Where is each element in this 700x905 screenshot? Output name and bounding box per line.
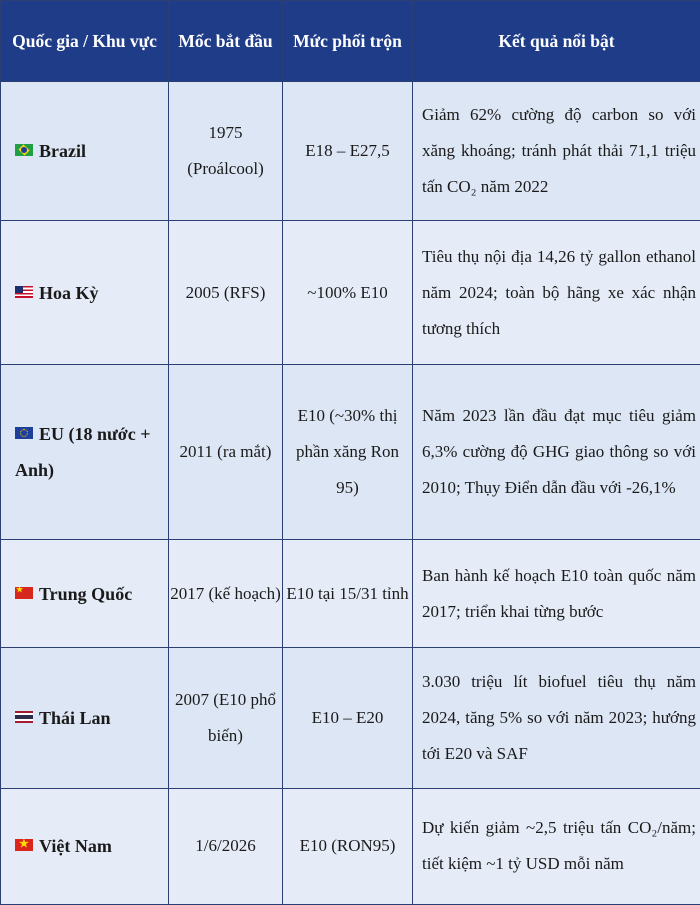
result-cell: Ban hành kế hoạch E10 toàn quốc năm 2017; triển khai từng bước [413,540,700,648]
result-cell: 3.030 triệu lít biofuel tiêu thụ năm 2024, tăng 5% so với năm 2023; hướng tới E20 và SAF [413,648,700,788]
country-cell [1,364,169,539]
china-flag-icon [15,587,33,599]
country-name: Việt Nam [39,836,112,857]
usa-flag-icon [15,286,33,298]
country-name: EU (18 nước + Anh) [15,423,151,480]
country-cell [1,648,169,788]
country-name: Hoa Kỳ [39,282,99,303]
start-cell: 1975 (Proálcool) [169,82,283,221]
brazil-flag-icon [15,144,33,156]
header-start: Mốc bắt đầu [169,1,283,82]
header-country: Quốc gia / Khu vực [1,1,169,82]
table-row [1,788,700,904]
start-cell: 2017 (kế hoạch) [169,540,283,648]
blend-cell: E10 (RON95) [283,788,413,904]
blend-cell: E10 – E20 [283,648,413,788]
header-result: Kết quả nổi bật [413,1,700,82]
blend-cell: E10 tại 15/31 tỉnh [283,540,413,648]
start-cell: 2007 (E10 phổ biến) [169,648,283,788]
header-blend: Mức phối trộn [283,1,413,82]
result-cell: Tiêu thụ nội địa 14,26 tỷ gallon ethanol năm 2024; toàn bộ hãng xe xác nhận tương thích [413,221,700,364]
table-row [1,221,700,364]
country-cell [1,221,169,364]
table-row [1,540,700,648]
blend-cell: ~100% E10 [283,221,413,364]
country-cell [1,82,169,221]
table-row [1,648,700,788]
eu-flag-icon [15,427,33,439]
start-cell: 2005 (RFS) [169,221,283,364]
table-header-row [1,1,700,82]
country-cell [1,540,169,648]
table-row [1,364,700,539]
country-cell [1,788,169,904]
thailand-flag-icon [15,711,33,723]
blend-cell: E10 (~30% thị phần xăng Ron 95) [283,364,413,539]
country-name: Brazil [39,141,86,162]
country-name: Trung Quốc [39,583,133,604]
start-cell: 1/6/2026 [169,788,283,904]
result-cell: Năm 2023 lần đầu đạt mục tiêu giảm 6,3% cường độ GHG giao thông so với 2010; Thụy Điển dẫn đầu với -26,1% [413,364,700,539]
country-name: Thái Lan [39,708,111,728]
blend-cell: E18 – E27,5 [283,82,413,221]
result-cell: Giảm 62% cường độ carbon so với xăng khoáng; tránh phát thải 71,1 triệu tấn CO₂ năm 2022 [413,82,700,221]
table-row [1,82,700,221]
start-cell: 2011 (ra mắt) [169,364,283,539]
result-cell: Dự kiến giảm ~2,5 triệu tấn CO₂/năm; tiết kiệm ~1 tỷ USD mỗi năm [413,788,700,904]
vietnam-flag-icon [15,839,33,851]
